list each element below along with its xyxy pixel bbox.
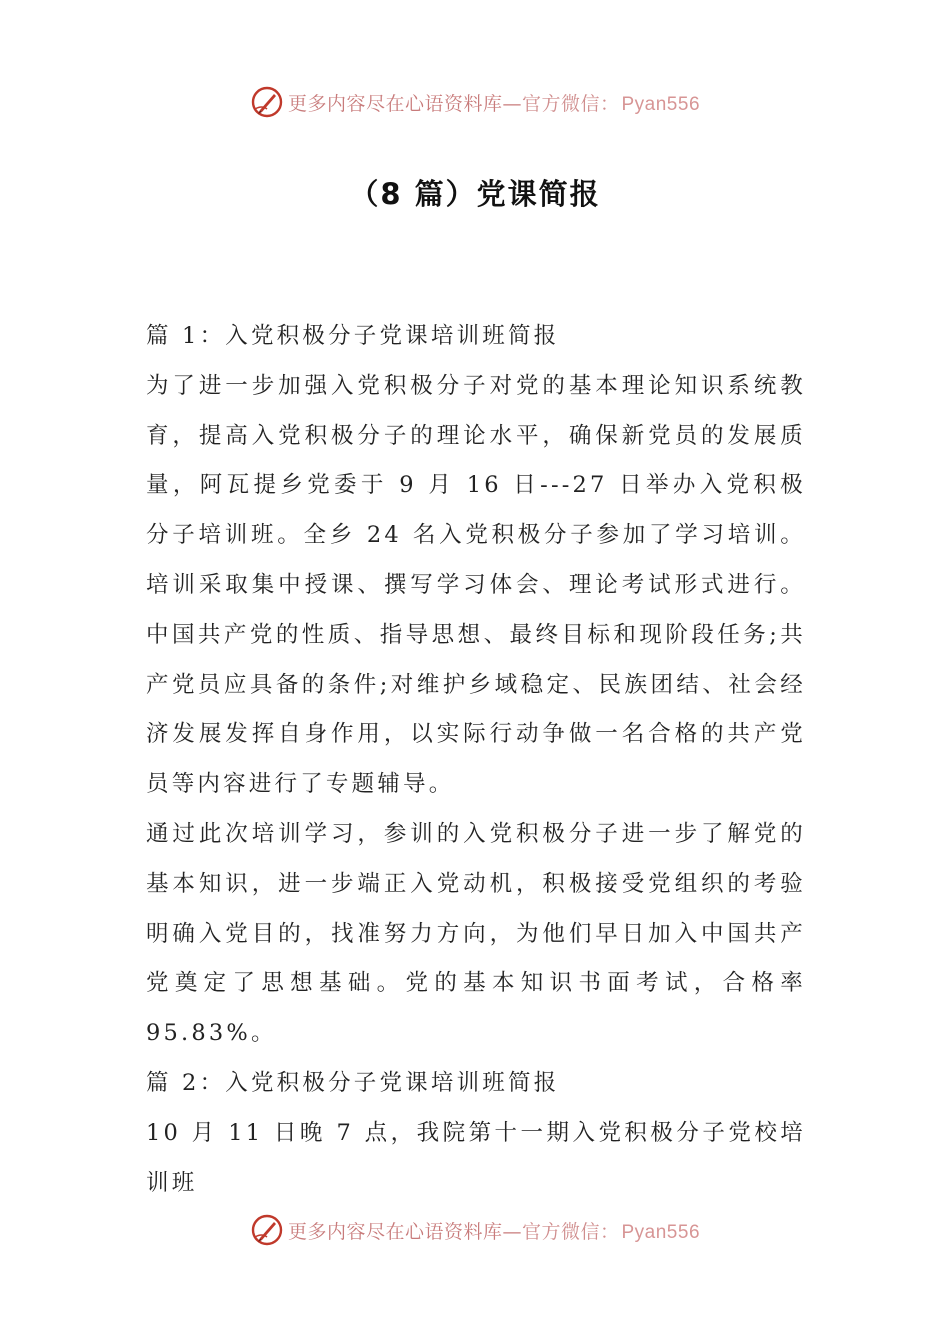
banner-text xyxy=(288,1217,700,1244)
banner-wechat-id: Pyan556 xyxy=(621,1221,701,1243)
header-banner xyxy=(0,82,950,122)
section-heading: 篇 2：入党积极分子党课培训班简报 xyxy=(146,1069,560,1096)
document-body xyxy=(146,312,806,1208)
body-paragraph: 通过此次培训学习，参训的入党积极分子进一步了解党的基本知识，进一步端正入党动机，积极接受党组织的考验明确入党目的，找准努力方向，为他们早日加入中国共产党奠定了思想基础。党的基本知识书面考试，合格率 95.83%。 xyxy=(146,820,806,1047)
document-title: （8 篇）党课简报 xyxy=(349,177,601,211)
banner-text xyxy=(288,89,700,116)
banner-wechat-label: 官方微信： xyxy=(521,1220,620,1243)
pen-logo-icon xyxy=(250,85,284,119)
banner-wechat-label: 官方微信： xyxy=(521,92,620,115)
banner-slogan: 更多内容尽在心语资料库— xyxy=(287,1220,522,1243)
section-heading: 篇 1：入党积极分子党课培训班简报 xyxy=(146,323,560,349)
footer-banner xyxy=(0,1210,950,1250)
body-paragraph: 10 月 11 日晚 7 点，我院第十一期入党积极分子党校培训班 xyxy=(146,1119,806,1196)
body-paragraph: 为了进一步加强入党积极分子对党的基本理论知识系统教育，提高入党积极分子的理论水平，确保新党员的发展质量，阿瓦提乡党委于 9 月 16 日---27 日举办入党积极分子培训班。全乡 24 名入党积极分子参加了学习培训。培训采取集中授课、撰写学习体会、理论考试形式进行。中国共产党的性质、指导思想、最终目标和现阶段任务;共产党员应具备的条件;对维护乡域稳定、民族团结、社会经济发展发挥自身作用，以实际行动争做一名合格的共产党员等内容进行了专题辅导。 xyxy=(146,372,806,798)
banner-slogan: 更多内容尽在心语资料库— xyxy=(287,92,522,115)
pen-logo-icon xyxy=(250,1213,284,1247)
banner-wechat-id: Pyan556 xyxy=(621,93,701,115)
